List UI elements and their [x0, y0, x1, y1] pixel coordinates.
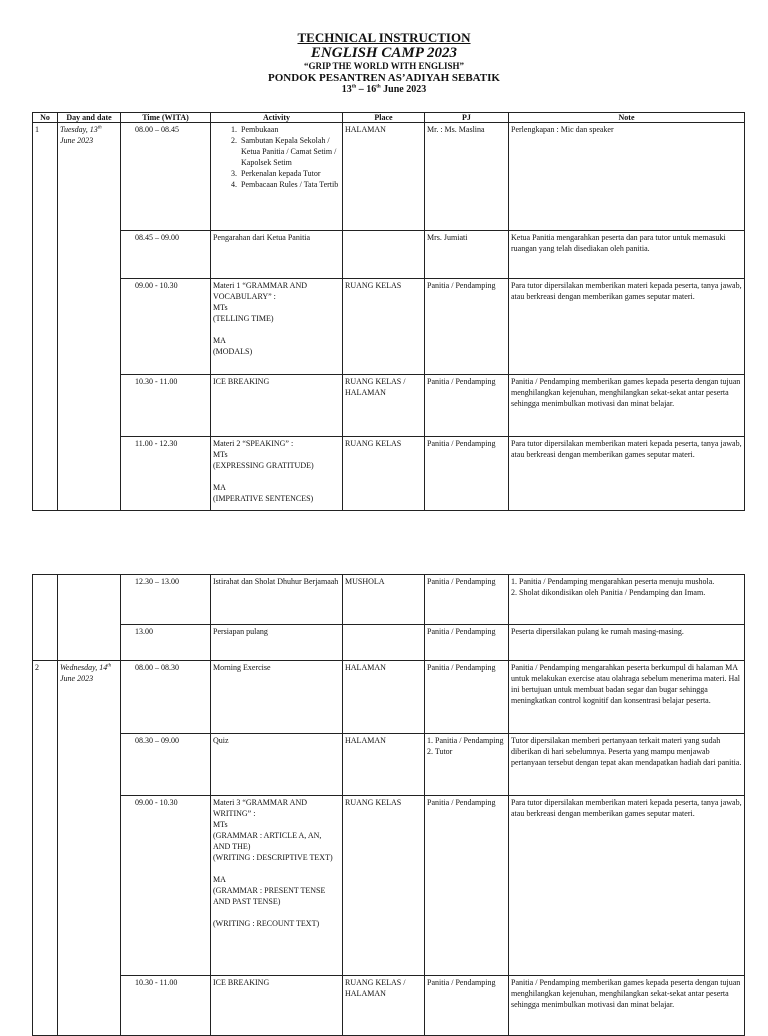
pj-line: 1. Panitia / Pendamping	[427, 736, 504, 745]
table-row	[33, 279, 745, 375]
row-pj: Panitia / Pendamping	[425, 625, 509, 661]
row-note: Perlengkapan : Mic dan speaker	[509, 123, 745, 231]
col-day: Day and date	[58, 113, 121, 123]
row-activity: Morning Exercise	[211, 661, 343, 734]
table-row	[33, 734, 745, 796]
activity-line: (WRITING : RECOUNT TEXT)	[213, 919, 320, 928]
col-no: No	[33, 113, 58, 123]
camp-title: ENGLISH CAMP 2023	[310, 45, 458, 61]
row-place: MUSHOLA	[343, 575, 425, 625]
row-pj	[425, 734, 509, 796]
row-place: HALAMAN	[343, 123, 425, 231]
row-time: 11.00 - 12.30	[121, 437, 211, 511]
activity-line: (WRITING : DESCRIPTIVE TEXT)	[213, 853, 333, 862]
row-note: Para tutor dipersilakan memberikan materi kepada peserta, tanya jawab, atau berkreasi dengan memberikan games seputar materi.	[509, 279, 745, 375]
row-time: 08.45 – 09.00	[121, 231, 211, 279]
activity-line: Materi 3 “GRAMMAR AND WRITING” :	[213, 798, 307, 818]
row-pj: Panitia / Pendamping	[425, 279, 509, 375]
row-day	[58, 575, 121, 661]
row-place: HALAMAN	[343, 734, 425, 796]
camp-dates: 13th – 16th June 2023	[341, 84, 427, 95]
activity-line: MTs	[213, 303, 228, 312]
row-time: 08.00 – 08.45	[121, 123, 211, 231]
row-pj: Mrs. Jumiati	[425, 231, 509, 279]
row-activity: Pengarahan dari Ketua Panitia	[211, 231, 343, 279]
row-note: Para tutor dipersilakan memberikan materi kepada peserta, tanya jawab, atau berkreasi dengan memberikan games seputar materi.	[509, 437, 745, 511]
activity-line: MA	[213, 875, 226, 884]
pj-line: 2. Tutor	[427, 747, 453, 756]
table-row	[33, 231, 745, 279]
row-activity: Quiz	[211, 734, 343, 796]
row-time: 10.30 - 11.00	[121, 375, 211, 437]
row-activity: Persiapan pulang	[211, 625, 343, 661]
row-activity: ICE BREAKING	[211, 976, 343, 1036]
camp-theme: “GRIP THE WORLD WITH ENGLISH”	[303, 61, 465, 71]
row-pj: Mr. : Ms. Maslina	[425, 123, 509, 231]
row-activity: ICE BREAKING	[211, 375, 343, 437]
row-no	[33, 575, 58, 661]
table-row	[33, 796, 745, 976]
col-activity: Activity	[211, 113, 343, 123]
table-row	[33, 661, 745, 734]
table-header-row	[33, 113, 745, 123]
table-row	[33, 625, 745, 661]
table-row	[33, 437, 745, 511]
activity-line: (GRAMMAR : ARTICLE A, AN, AND THE)	[213, 831, 322, 851]
row-activity	[211, 796, 343, 976]
row-time: 13.00	[121, 625, 211, 661]
row-note: Peserta dipersilakan pulang ke rumah masing-masing.	[509, 625, 745, 661]
table-row	[33, 375, 745, 437]
row-place: RUANG KELAS / HALAMAN	[343, 375, 425, 437]
row-day: Wednesday, 14th June 2023	[58, 661, 121, 1036]
row-pj: Panitia / Pendamping	[425, 375, 509, 437]
activity-line: (EXPRESSING GRATITUDE)	[213, 461, 314, 470]
schedule-table-page-1	[32, 112, 745, 511]
col-note: Note	[509, 113, 745, 123]
row-pj: Panitia / Pendamping	[425, 976, 509, 1036]
row-day: Tuesday, 13th June 2023	[58, 123, 121, 511]
activity-line: MA	[213, 336, 226, 345]
row-activity	[211, 123, 343, 231]
table-row	[33, 575, 745, 625]
row-time: 08.30 – 09.00	[121, 734, 211, 796]
row-place: RUANG KELAS	[343, 796, 425, 976]
row-pj: Panitia / Pendamping	[425, 661, 509, 734]
activity-line: Materi 1 “GRAMMAR AND VOCABULARY” :	[213, 281, 307, 301]
row-time: 09.00 - 10.30	[121, 796, 211, 976]
row-place: HALAMAN	[343, 661, 425, 734]
row-note: Para tutor dipersilakan memberikan materi kepada peserta, tanya jawab, atau berkreasi dengan memberikan games seputar materi.	[509, 796, 745, 976]
row-pj: Panitia / Pendamping	[425, 437, 509, 511]
activity-line: MTs	[213, 820, 228, 829]
row-place: RUANG KELAS	[343, 437, 425, 511]
list-item: 4. Pembacaan Rules / Tata Tertib	[239, 179, 340, 190]
list-item: 1. Pembukaan	[239, 124, 340, 135]
schedule-table-page-2	[32, 574, 745, 1036]
row-pj: Panitia / Pendamping	[425, 575, 509, 625]
list-item: 2. Sambutan Kepala Sekolah / Ketua Panitia / Camat Setim / Kapolsek Setim	[239, 135, 340, 168]
row-note: Panitia / Pendamping mengarahkan peserta berkumpul di halaman MA untuk melakukan exercise atau olahraga sebelum menerima materi. Hal ini bertujuan untuk membuat badan segar dan bugar sehingga meningkatkan control kognitif dan konsentrasi belajar peserta.	[509, 661, 745, 734]
row-time: 09.00 - 10.30	[121, 279, 211, 375]
activity-line: (GRAMMAR : PRESENT TENSE AND PAST TENSE)	[213, 886, 326, 906]
row-pj: Panitia / Pendamping	[425, 796, 509, 976]
table-row	[33, 976, 745, 1036]
row-activity: Istirahat dan Sholat Dhuhur Berjamaah	[211, 575, 343, 625]
row-note: Ketua Panitia mengarahkan peserta dan para tutor untuk memasuki ruangan yang telah disediakan oleh panitia.	[509, 231, 745, 279]
document-header	[0, 30, 768, 96]
row-place	[343, 625, 425, 661]
col-place: Place	[343, 113, 425, 123]
activity-line: MTs	[213, 450, 228, 459]
row-place: RUANG KELAS	[343, 279, 425, 375]
col-pj: PJ	[425, 113, 509, 123]
row-no: 1	[33, 123, 58, 511]
camp-venue: PONDOK PESANTREN AS’ADIYAH SEBATIK	[268, 72, 500, 84]
list-item: 3. Perkenalan kepada Tutor	[239, 168, 340, 179]
row-activity	[211, 437, 343, 511]
row-time: 08.00 – 08.30	[121, 661, 211, 734]
table-row	[33, 123, 745, 231]
note-line: 1. Panitia / Pendamping mengarahkan peserta menuju mushola.	[511, 577, 715, 586]
row-place	[343, 231, 425, 279]
activity-line: (IMPERATIVE SENTENCES)	[213, 494, 314, 503]
row-time: 10.30 - 11.00	[121, 976, 211, 1036]
activity-line: (TELLING TIME)	[213, 314, 274, 323]
row-place: RUANG KELAS / HALAMAN	[343, 976, 425, 1036]
row-note	[509, 575, 745, 625]
document-title: TECHNICAL INSTRUCTION	[297, 30, 471, 45]
activity-line: Materi 2 “SPEAKING” :	[213, 439, 294, 448]
row-activity	[211, 279, 343, 375]
row-time: 12.30 – 13.00	[121, 575, 211, 625]
row-no: 2	[33, 661, 58, 1036]
row-note: Panitia / Pendamping memberikan games kepada peserta dengan tujuan menghilangkan kejenuhan, menghilangkan sekat-sekat antar peserta sehingga menimbulkan motivasi dan minat belajar.	[509, 976, 745, 1036]
row-note: Panitia / Pendamping memberikan games kepada peserta dengan tujuan menghilangkan kejenuhan, menghilangkan sekat-sekat antar peserta sehingga menimbulkan motivasi dan minat belajar.	[509, 375, 745, 437]
activity-line: MA	[213, 483, 226, 492]
activity-line: (MODALS)	[213, 347, 253, 356]
col-time: Time (WITA)	[121, 113, 211, 123]
note-line: 2. Sholat dikondisikan oleh Panitia / Pendamping dan Imam.	[511, 588, 706, 597]
row-note: Tutor dipersilakan memberi pertanyaan terkait materi yang sudah diberikan di hari sebelumnya. Peserta yang mampu menjawab pertanyaan tersebut dengan tepat akan mendapatkan hadiah dari panitia.	[509, 734, 745, 796]
